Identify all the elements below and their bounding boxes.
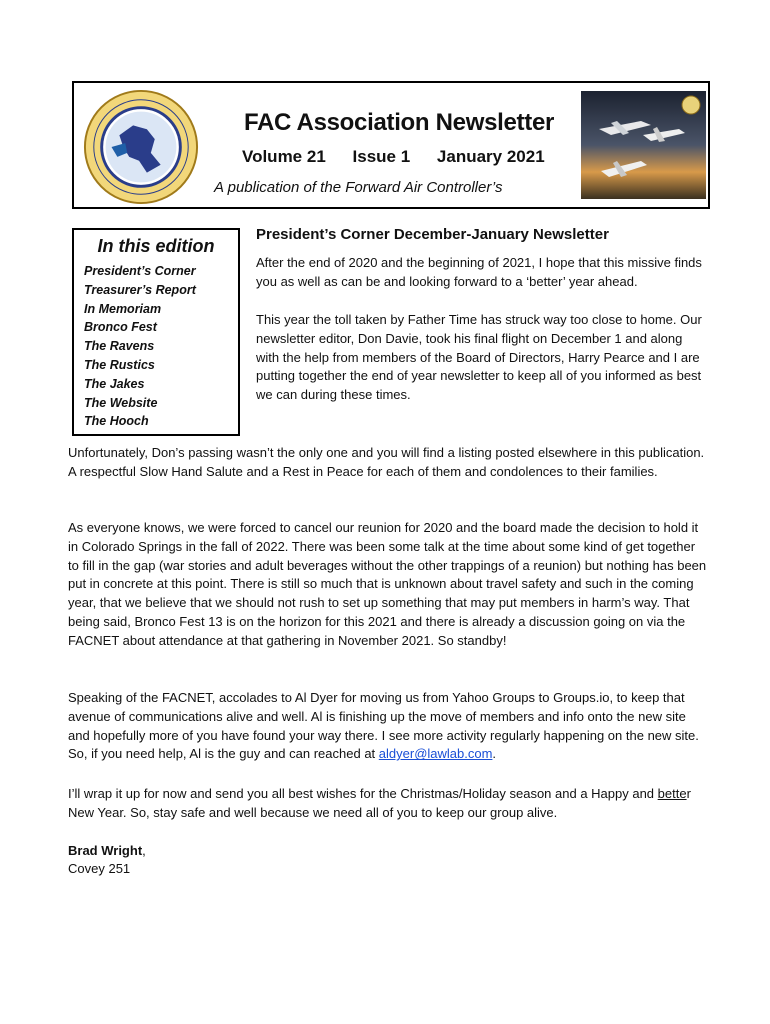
edition-item: President’s Corner xyxy=(84,264,196,278)
paragraph-5 xyxy=(68,689,708,764)
paragraph-6-underlined: bette xyxy=(657,786,687,801)
issue: Issue 1 xyxy=(352,147,411,166)
edition-item: The Jakes xyxy=(84,376,145,391)
edition-item: The Rustics xyxy=(84,357,155,372)
paragraph-6 xyxy=(68,785,708,823)
issue-date: January 2021 xyxy=(436,147,545,166)
aircraft-photo xyxy=(581,91,706,199)
edition-item: The Hooch xyxy=(84,414,149,429)
paragraph-4: As everyone knows, we were forced to cancel our reunion for 2020 and the board made the decision to hold it in Colorado Springs in the fall of 2022. There was been some talk at the time about some kind of get together to fill in the gap (war stories and adult beverages without the other trappings of a reunion) but nothing has been put in concrete at this point. There is still so much that is unknown about travel safety and such in the coming year, that we believe that we should not rush to set up something that may put members in harm’s way. That being said, Bronco Fest 13 is on the horizon for this 2021 and there is already a discussion going on via the FACNET about attendance at that gathering in November 2021. So standby! xyxy=(68,520,707,648)
paragraph-2: This year the toll taken by Father Time has struck way too close to home. Our newsletter editor, Don Davie, took his final flight on December 1 and along with the help from members of the Board of Directors, Harry Pearce and I are putting together the end of year newsletter to keep all of you informed as best we can during these times. xyxy=(256,312,702,403)
paragraph-6-rest: r New Year. So, stay safe and well because we need all of you to keep our group alive. xyxy=(68,786,691,820)
edition-item: Bronco Fest xyxy=(84,320,157,335)
article-heading: President’s Corner December-January Newsletter xyxy=(256,226,609,243)
paragraph-1: After the end of 2020 and the beginning of 2021, I hope that this missive finds you as well as can be and looking forward to a ‘better’ year ahead. xyxy=(256,255,702,289)
email-link[interactable]: aldyer@lawlab.com xyxy=(378,746,493,762)
signature-name: Brad Wright xyxy=(68,843,143,858)
edition-item: The Ravens xyxy=(84,339,155,354)
newsletter-title: FAC Association Newsletter xyxy=(243,109,555,136)
signature-title: Covey 251 xyxy=(68,861,131,876)
edition-item: The Website xyxy=(84,395,158,410)
edition-sidebar xyxy=(72,228,240,436)
paragraph-5-end: . xyxy=(492,746,497,762)
signature-comma: , xyxy=(142,843,146,858)
signature-name-line xyxy=(68,843,146,858)
publication-subtitle: A publication of the Forward Air Controller’s xyxy=(214,179,503,196)
edition-item: In Memoriam xyxy=(84,301,162,316)
edition-list xyxy=(84,262,228,431)
volume: Volume 21 xyxy=(242,147,326,166)
masthead xyxy=(72,81,710,209)
issue-info xyxy=(242,147,545,167)
paragraph-5-text: Speaking of the FACNET, accolades to Al Dyer for moving us from Yahoo Groups to Groups.io, to keep that avenue of communications alive and well. Al is finishing up the move of members and info onto the new site and hopefully more of you have found your way there. I see more activity regularly happening on the new site. So, if you need help, Al is the guy and can reached at xyxy=(68,690,699,762)
paragraph-3: Unfortunately, Don’s passing wasn’t the only one and you will find a listing posted elsewhere in this publication. A respectful Slow Hand Salute and a Rest in Peace for each of them and condolences to their families. xyxy=(68,445,705,479)
fac-association-logo xyxy=(82,88,200,206)
edition-title: In this edition xyxy=(97,236,215,256)
edition-item: Treasurer’s Report xyxy=(84,282,196,297)
paragraph-6-start: I’ll wrap it up for now and send you all best wishes for the Christmas/Holiday season and a Happy and xyxy=(68,786,658,801)
